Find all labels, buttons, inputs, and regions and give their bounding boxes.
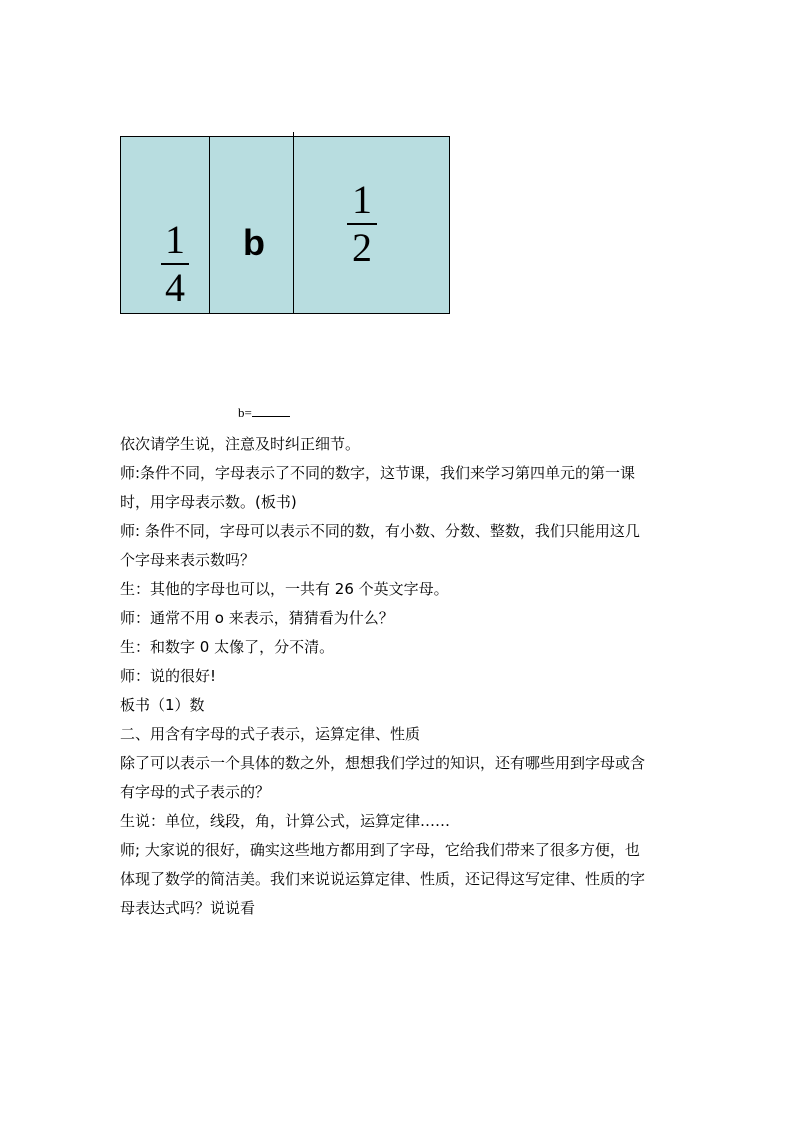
answer-blank [252,405,290,417]
paragraph-line: 师：说的很好! [120,667,217,685]
paragraph-line: 生说：单位，线段，角，计算公式，运算定律…… [120,812,451,830]
paragraph-line: 母表达式吗？说说看 [120,899,256,917]
fraction-rectangle-figure [120,136,450,314]
paragraph-line: 生：和数字 0 太像了，分不清。 [120,638,335,656]
paragraph-line: 个字母来表示数吗？ [120,551,256,569]
figure-divider-left [209,137,210,313]
paragraph-line: 师; 大家说的很好，确实这些地方都用到了字母，它给我们带来了很多方便，也 [120,841,640,859]
figure-divider-right [293,137,294,313]
fraction-one-quarter [161,219,189,309]
paragraph-line: 时，用字母表示数。(板书) [120,493,297,511]
paragraph-line: 依次请学生说，注意及时纠正细节。 [120,435,361,453]
paragraph-line: 师：通常不用 o 来表示，猜猜看为什么？ [120,609,394,627]
fraction-one-half [347,179,377,269]
paragraph-line: 师: 条件不同，字母可以表示不同的数，有小数、分数、整数，我们只能用这几 [120,522,640,540]
paragraph-line: 师:条件不同，字母表示了不同的数字，这节课，我们来学习第四单元的第一课 [120,464,636,482]
paragraph-line: 体现了数学的简洁美。我们来说说运算定律、性质，还记得这写定律、性质的字 [120,870,646,888]
answer-label: b= [238,405,252,420]
paragraph-line: 生：其他的字母也可以，一共有 26 个英文字母。 [120,580,449,598]
paragraph-line: 除了可以表示一个具体的数之外，想想我们学过的知识，还有哪些用到字母或含 [120,754,646,772]
lesson-text [120,430,680,923]
paragraph-line: 板书（1）数 [120,696,205,714]
paragraph-line: 有字母的式子表示的？ [120,783,271,801]
fraction-numerator: 1 [165,217,185,262]
fraction-denominator: 2 [352,225,372,270]
fraction-denominator: 4 [165,265,185,310]
answer-line [238,405,290,421]
fraction-numerator: 1 [352,177,372,222]
paragraph-line: 二、用含有字母的式子表示，运算定律、性质 [120,725,421,743]
variable-b-label: b [243,222,265,263]
